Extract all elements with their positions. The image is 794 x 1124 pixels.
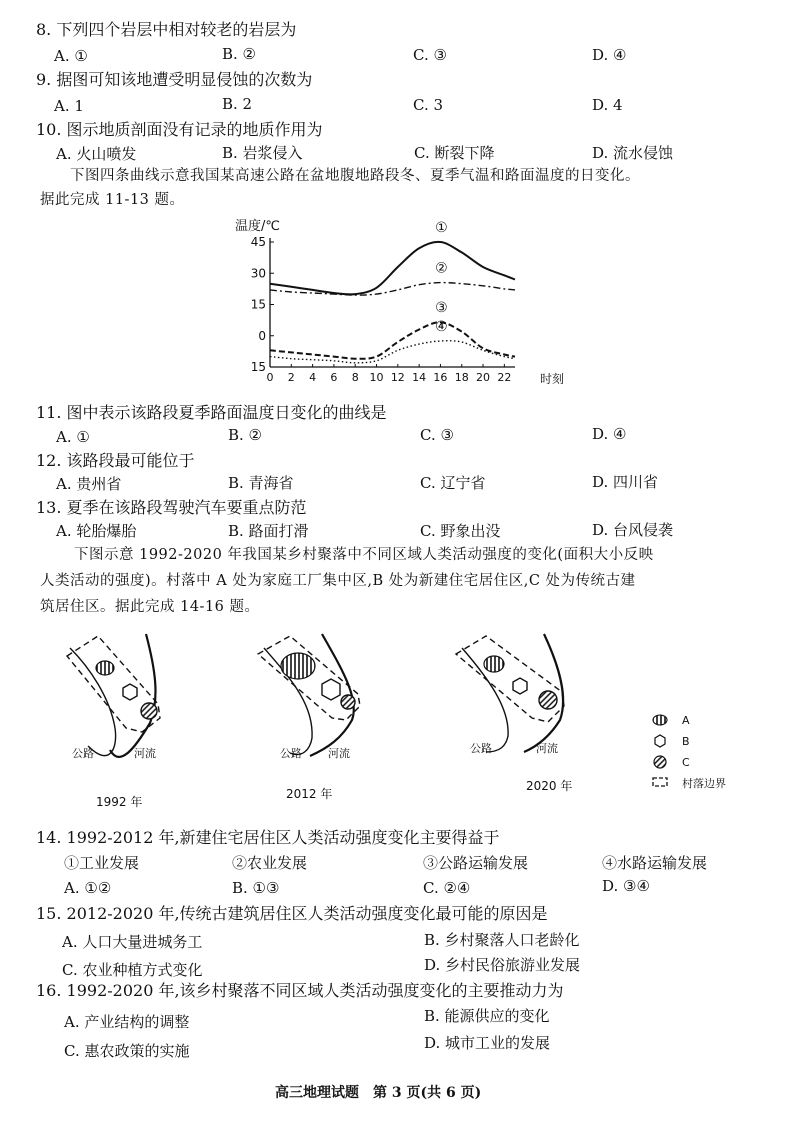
question-8-option-d: D. ④ [592, 46, 627, 64]
question-15-option-a: A. 人口大量进城务工 [62, 933, 203, 951]
question-15-stem: 15. 2012-2020 年,传统古建筑居住区人类活动强度变化最可能的原因是 [36, 904, 548, 923]
intro-2-line-3: 筑居住区。据此完成 14-16 题。 [40, 599, 260, 615]
legend-b-icon [655, 735, 665, 747]
question-9-stem: 9. 据图可知该地遭受明显侵蚀的次数为 [36, 70, 313, 89]
x-tick-label: 8 [351, 371, 359, 384]
map-year-2012: 2012 年 [286, 787, 333, 801]
question-14-item-2: ②农业发展 [232, 854, 308, 872]
river-label: 河流 [328, 747, 350, 760]
question-10-stem: 10. 图示地质剖面没有记录的地质作用为 [36, 120, 323, 139]
legend-boundary-icon [653, 778, 667, 786]
question-10-option-c: C. 断裂下降 [414, 144, 495, 162]
intro-2-line-2: 人类活动的强度)。村落中 A 处为家庭工厂集中区,B 处为新建住宅居住区,C 处为传统古建 [40, 573, 636, 589]
question-13-option-d: D. 台风侵袭 [592, 521, 674, 539]
intro-1-line-1: 下图四条曲线示意我国某高速公路在盆地腹地路段冬、夏季气温和路面温度的日变化。 [70, 168, 640, 184]
question-12-stem: 12. 该路段最可能位于 [36, 451, 195, 470]
y-tick-label: 15 [250, 360, 266, 374]
series-label-3: ③ [435, 300, 448, 317]
legend-b-label: B [682, 735, 690, 748]
question-13-option-a: A. 轮胎爆胎 [56, 522, 137, 540]
intro-2-line-1: 下图示意 1992-2020 年我国某乡村聚落中不同区域人类活动强度的变化(面积大小反映 [74, 547, 654, 563]
question-9-option-d: D. 4 [592, 96, 623, 114]
question-8-option-b: B. ② [222, 45, 257, 63]
zone-c-marker [341, 695, 355, 709]
question-14-option-a: A. ①② [64, 879, 112, 897]
question-16-option-c: C. 惠农政策的实施 [64, 1042, 190, 1060]
chart-x-label: 时刻 [540, 372, 565, 386]
temperature-chart [225, 212, 565, 392]
question-16-option-b: B. 能源供应的变化 [424, 1007, 550, 1025]
road-label: 公路 [72, 747, 94, 760]
question-14-option-b: B. ①③ [232, 879, 280, 897]
village-maps-figure [60, 628, 740, 818]
question-16-option-a: A. 产业结构的调整 [64, 1013, 190, 1031]
question-16-option-d: D. 城市工业的发展 [424, 1034, 551, 1052]
question-14-stem: 14. 1992-2012 年,新建住宅居住区人类活动强度变化主要得益于 [36, 828, 500, 847]
question-11-option-b: B. ② [228, 426, 263, 444]
question-11-stem: 11. 图中表示该路段夏季路面温度日变化的曲线是 [36, 403, 387, 422]
zone-b-marker [513, 678, 527, 694]
series-line-1 [270, 242, 515, 295]
x-tick-label: 14 [412, 371, 427, 384]
x-tick-label: 6 [330, 371, 338, 384]
legend-a-label: A [682, 714, 690, 727]
question-11-option-d: D. ④ [592, 425, 627, 443]
question-12-option-c: C. 辽宁省 [420, 474, 486, 492]
zone-a-marker [484, 656, 504, 672]
question-11-option-c: C. ③ [420, 426, 454, 444]
zone-b-marker [123, 684, 137, 700]
question-12-option-a: A. 贵州省 [56, 475, 122, 493]
question-14-item-1: ①工业发展 [64, 854, 140, 872]
legend-a-icon [653, 715, 667, 725]
map-year-2020: 2020 年 [526, 779, 573, 793]
zone-c-marker [539, 691, 557, 709]
question-10-option-d: D. 流水侵蚀 [592, 144, 674, 162]
zone-a-marker [96, 661, 114, 675]
series-label-2: ② [435, 260, 448, 277]
road-label: 公路 [470, 742, 492, 755]
legend-c-label: C [682, 756, 690, 769]
question-14-option-d: D. ③④ [602, 877, 650, 895]
x-tick-label: 12 [390, 371, 405, 384]
y-tick-label: 15 [250, 297, 266, 312]
map-year-1992: 1992 年 [96, 795, 143, 809]
question-16-stem: 16. 1992-2020 年,该乡村聚落不同区域人类活动强度变化的主要推动力为 [36, 981, 564, 1000]
series-label-4: ④ [435, 318, 448, 335]
x-tick-label: 0 [266, 371, 274, 384]
question-14-option-c: C. ②④ [423, 879, 471, 897]
map-1992 [67, 634, 160, 809]
question-10-option-a: A. 火山喷发 [56, 145, 137, 163]
question-12-option-d: D. 四川省 [592, 473, 659, 491]
river-label: 河流 [536, 742, 558, 755]
question-15-option-c: C. 农业种植方式变化 [62, 961, 203, 979]
x-tick-label: 20 [476, 371, 491, 384]
intro-1-line-2: 据此完成 11-13 题。 [40, 192, 185, 208]
zone-b-marker [322, 679, 340, 700]
question-13-stem: 13. 夏季在该路段驾驶汽车要重点防范 [36, 498, 307, 517]
x-tick-label: 2 [287, 371, 295, 384]
question-12-option-b: B. 青海省 [228, 474, 294, 492]
y-tick-label: 45 [250, 235, 266, 249]
y-tick-label: 30 [250, 266, 266, 281]
question-9-option-b: B. 2 [222, 95, 253, 113]
question-8-option-c: C. ③ [413, 46, 447, 64]
question-8-option-a: A. ① [54, 47, 88, 65]
y-tick-label: 0 [258, 328, 266, 343]
question-15-option-b: B. 乡村聚落人口老龄化 [424, 931, 580, 949]
series-label-1: ① [435, 220, 448, 236]
road-label: 公路 [280, 747, 302, 760]
chart-y-label: 温度/℃ [235, 219, 280, 234]
question-13-option-b: B. 路面打滑 [228, 522, 309, 540]
map-2020 [456, 634, 572, 793]
question-8-stem: 8. 下列四个岩层中相对较老的岩层为 [36, 20, 297, 39]
x-tick-label: 22 [497, 371, 512, 384]
question-13-option-c: C. 野象出没 [420, 522, 501, 540]
map-2012 [258, 634, 360, 801]
series-line-4 [270, 341, 515, 363]
question-11-option-a: A. ① [56, 428, 90, 446]
x-tick-label: 10 [369, 371, 384, 384]
x-tick-label: 4 [309, 371, 317, 384]
map-legend [653, 714, 726, 790]
legend-boundary-label: 村落边界 [682, 777, 726, 790]
question-10-option-b: B. 岩浆侵入 [222, 144, 303, 162]
question-9-option-a: A. 1 [54, 97, 84, 115]
x-tick-label: 16 [433, 371, 448, 384]
question-14-item-3: ③公路运输发展 [423, 854, 529, 872]
page-footer: 高三地理试题 第 3 页(共 6 页) [275, 1085, 482, 1101]
zone-a-marker [281, 653, 315, 679]
x-tick-label: 18 [454, 371, 469, 384]
legend-c-icon [654, 756, 666, 768]
zone-c-marker [141, 703, 157, 719]
question-15-option-d: D. 乡村民俗旅游业发展 [424, 956, 581, 974]
river-label: 河流 [134, 747, 156, 760]
question-9-option-c: C. 3 [413, 96, 444, 114]
question-14-item-4: ④水路运输发展 [602, 854, 708, 872]
